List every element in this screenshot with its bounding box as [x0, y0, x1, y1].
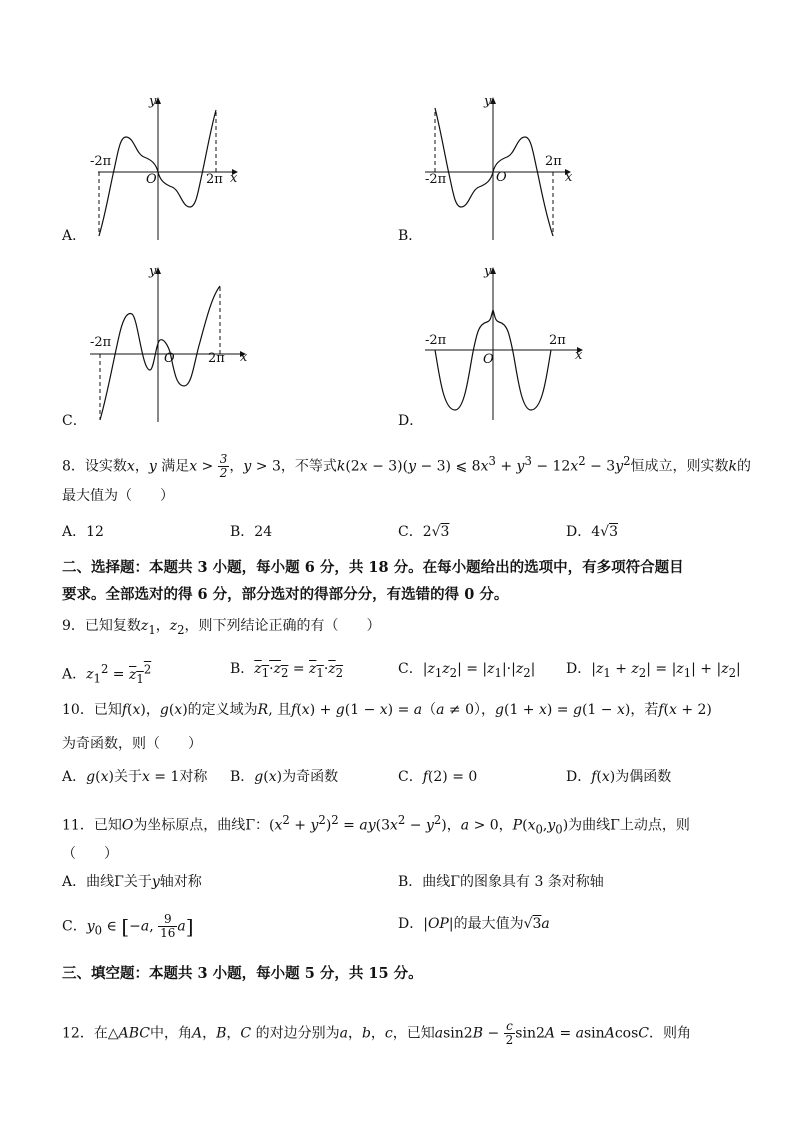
option-label: D．	[566, 661, 592, 677]
q9-option-d: D．$|z_1 + z_2| = |z_1| + |z_2|$	[566, 661, 741, 680]
q10-line2: 为奇函数，则（ ）	[62, 736, 202, 752]
q11-text: 为坐标原点，曲线	[133, 817, 246, 834]
q11-option-d: D．|OP|的最大值为√3a	[398, 916, 550, 932]
q9-option-c: C．$|z_1z_2| = |z_1|\cdot|z_2|$	[398, 661, 536, 680]
q8-text-b: 满足	[161, 458, 190, 475]
option-label: C．	[398, 661, 423, 677]
option-text: 对称	[179, 769, 208, 785]
q9-option-a: A．$z_1^2 = z_1^2$	[62, 662, 152, 686]
q11-text: 已知	[93, 817, 122, 834]
q10-text: 且	[277, 702, 292, 718]
graph-a-svg	[90, 92, 250, 242]
option-label: D．	[398, 916, 424, 932]
graph-a-option-label: A．	[62, 228, 87, 244]
option-label: D．	[566, 524, 592, 540]
q11-number: 11．	[62, 817, 94, 834]
q10-text: 的定义域为	[187, 702, 258, 718]
q8-text-d: 恒成立，则实数	[630, 458, 729, 475]
origin-label: O	[146, 172, 157, 187]
y-axis-label: y	[484, 264, 492, 279]
origin-label: O	[483, 352, 494, 367]
q12-text: 中，角	[149, 1025, 192, 1042]
left-tick-label: -2π	[425, 172, 447, 187]
q10-number: 10．	[62, 702, 94, 718]
option-label: B．	[230, 769, 255, 785]
option-text: 为奇函数	[282, 769, 339, 785]
q10-option-b: B．g(x)为奇函数	[230, 769, 339, 785]
option-text: 的最大值为	[453, 916, 524, 932]
graph-c-option-label: C．	[62, 413, 87, 429]
option-text: A．曲线Γ关于	[62, 874, 152, 890]
right-tick-label: 2π	[208, 351, 225, 366]
y-axis-label: y	[149, 94, 157, 109]
q9-stem: 9．已知复数$z_1$，$z_2$，则下列结论正确的有（ ）	[62, 618, 381, 637]
option-label: D．	[566, 769, 592, 785]
right-tick-label: 2π	[206, 172, 223, 187]
q11-text: 上动点，则	[619, 817, 690, 834]
q12-text: ，已知	[392, 1025, 435, 1042]
left-tick-label: -2π	[425, 333, 447, 348]
option-label: A．	[62, 769, 87, 785]
q8-line2: 最大值为（ ）	[62, 488, 174, 504]
q10-text: 若	[644, 702, 659, 718]
graph-b-option-label: B．	[398, 228, 423, 244]
graph-d-option-label: D．	[398, 413, 424, 429]
q10-text: 已知	[93, 702, 122, 718]
q8-option-a: A．12	[62, 524, 104, 540]
q11-line2: （ ）	[62, 846, 118, 862]
q10-option-a: A．g(x)关于x = 1对称	[62, 769, 208, 785]
origin-label: O	[496, 170, 507, 185]
q8-text-a: 设实数	[84, 458, 127, 475]
x-axis-label: x	[240, 350, 248, 365]
q11-option-a: A．曲线Γ关于y轴对称	[62, 874, 202, 890]
q10-option-c: C．f(2) = 0	[398, 769, 478, 785]
x-axis-label: x	[230, 171, 238, 186]
option-label: C．	[398, 524, 423, 540]
q9-text: 已知复数	[84, 618, 141, 634]
fraction: $\frac{3}{2}$	[219, 452, 228, 481]
graph-b	[425, 92, 585, 242]
q12-text: ．则角	[649, 1025, 691, 1042]
q9-tail: ，则下列结论正确的有（ ）	[184, 618, 381, 634]
right-tick-label: 2π	[545, 154, 562, 169]
left-tick-label: -2π	[90, 335, 112, 350]
q12-stem: 12．在△ABC中，角A，B，C 的对边分别为a，b，c，已知asin2B − $\frac{c}{2}$ sin2A = asinAcosC．则角	[62, 1019, 691, 1047]
option-label: C．	[398, 769, 423, 785]
q11-text: 为曲线	[568, 817, 611, 834]
fraction: $\frac{c}{2}$	[505, 1019, 514, 1047]
q10-stem: 10．已知f(x)，g(x)的定义域为R, 且f(x) + g(1 − x) = a（a ≠ 0），g(1 + x) = g(1 − x)，若f(x + 2)	[62, 702, 712, 718]
fraction: $\frac{9}{16}$	[160, 912, 176, 940]
section-2-heading-line2: 要求。全部选对的得 6 分，部分选对的得部分分，有选错的得 0 分。	[62, 586, 509, 603]
origin-label: O	[164, 351, 175, 366]
q8-text-c: ，不等式	[280, 458, 337, 475]
q8-number: 8．	[62, 458, 85, 475]
q9-option-b: B．$z_1\cdot z_2 = z_1\cdot z_2$	[230, 661, 344, 680]
graph-a	[90, 92, 250, 242]
y-axis-label: y	[149, 264, 157, 279]
option-label: B．	[230, 661, 255, 677]
option-label: C．	[62, 918, 87, 935]
right-tick-label: 2π	[549, 333, 566, 348]
x-axis-label: x	[565, 170, 573, 185]
q8-option-d: D．4√3	[566, 524, 618, 540]
left-tick-label: -2π	[90, 154, 112, 169]
graph-c	[90, 262, 250, 424]
q8-option-b: B．24	[230, 524, 273, 540]
q11-option-c: C．$y_0$ ∈ [−a, $\frac{9}{16}$ a]	[62, 912, 194, 940]
option-text: 关于	[113, 769, 142, 785]
x-axis-label: x	[575, 348, 583, 363]
q12-text: 在△	[93, 1025, 119, 1042]
graph-d	[425, 262, 590, 422]
q11-option-b: B．曲线Γ的图象具有 3 条对称轴	[398, 874, 604, 890]
q10-option-d: D．f(x)为偶函数	[566, 769, 672, 785]
q9-number: 9．	[62, 618, 85, 634]
q8-option-c: C．2√3	[398, 524, 450, 540]
option-label: A．	[62, 666, 87, 683]
q8-stem: 8．设实数x，y 满足x > $\frac{3}{2}$ ，y > 3，不等式k(2x − 3)(y − 3) ⩽ $8x^3 + y^3 - 12x^2 - 3y^2$恒成立，则实数k的	[62, 452, 752, 481]
q8-text-e: 的	[737, 458, 752, 475]
option-text: 为偶函数	[615, 769, 672, 785]
option-text: 轴对称	[159, 874, 202, 890]
section-2-heading-line1: 二、选择题：本题共 3 小题，每小题 6 分，共 18 分。在每小题给出的选项中，有多项符合题目	[62, 559, 684, 576]
section-3-heading: 三、填空题：本题共 3 小题，每小题 5 分，共 15 分。	[62, 965, 423, 982]
q12-number: 12．	[62, 1025, 94, 1042]
q11-stem: 11．已知O为坐标原点，曲线Γ：$(x^2 + y^2)^2 = ay(3x^2 - y^2)$，a > 0，$P(x_0,y_0)$为曲线Γ上动点，则	[62, 813, 690, 837]
graph-c-svg	[90, 262, 250, 424]
q12-text: 的对边分别为	[255, 1025, 340, 1042]
y-axis-label: y	[484, 94, 492, 109]
